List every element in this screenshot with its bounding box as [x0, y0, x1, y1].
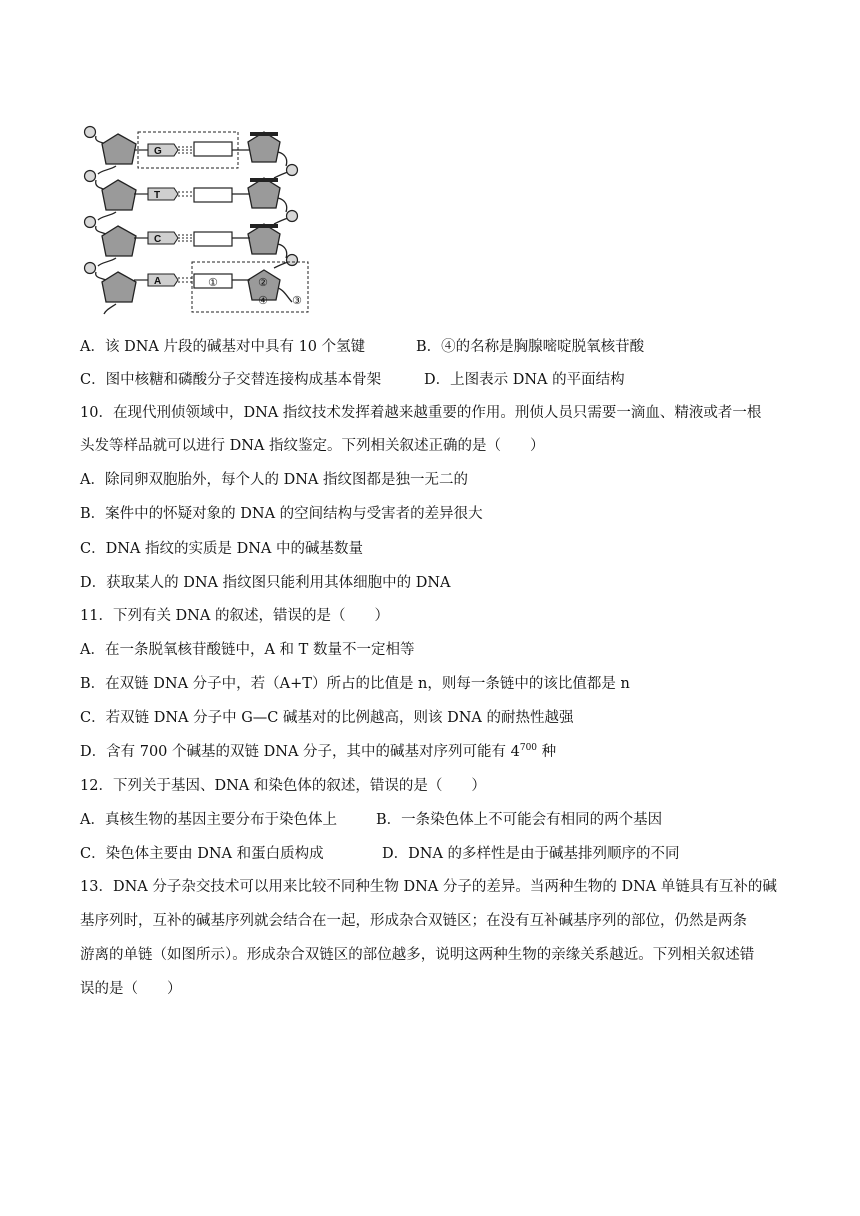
- complementary-base: [194, 232, 232, 246]
- deoxyribose-pentagon: [102, 180, 136, 210]
- q10-option-a: A．除同卵双胞胎外，每个人的 DNA 指纹图都是独一无二的: [80, 472, 468, 488]
- label-2: ②: [258, 276, 268, 289]
- phosphate-circle: [85, 263, 96, 274]
- label-4: ④: [258, 294, 268, 307]
- q12-option-b: B．一条染色体上不可能会有相同的两个基因: [376, 812, 663, 828]
- deoxyribose-pentagon: [102, 134, 136, 164]
- phosphate-circle: [287, 165, 298, 176]
- phosphate-circle: [287, 211, 298, 222]
- q13-stem-line4: 误的是（ ）: [80, 981, 182, 997]
- deoxyribose-pentagon: [102, 226, 136, 256]
- q9-option-b: B．④的名称是胸腺嘧啶脱氧核苷酸: [416, 339, 645, 355]
- deoxyribose-pentagon: [102, 272, 136, 302]
- q12-option-d: D．DNA 的多样性是由于碱基排列顺序的不同: [382, 846, 680, 862]
- q10-stem-line1: 10．在现代刑侦领域中，DNA 指纹技术发挥着越来越重要的作用。刑侦人员只需要一滴血、精液或者一根: [80, 405, 762, 421]
- complementary-base: [194, 142, 232, 156]
- base-letter: T: [154, 190, 161, 201]
- q9-option-a: A．该 DNA 片段的碱基对中具有 10 个氢键: [80, 339, 366, 355]
- q9-option-c: C．图中核糖和磷酸分子交替连接构成基本骨架: [80, 372, 382, 388]
- base-letter: C: [154, 234, 162, 245]
- q10-option-c: C．DNA 指纹的实质是 DNA 中的碱基数量: [80, 541, 363, 557]
- q12-option-a: A．真核生物的基因主要分布于染色体上: [80, 812, 337, 828]
- deoxyribose-pentagon: [248, 224, 280, 254]
- q10-stem-line2: 头发等样品就可以进行 DNA 指纹鉴定。下列相关叙述正确的是（ ）: [80, 438, 545, 454]
- q13-stem-line2: 基序列时，互补的碱基序列就会结合在一起，形成杂合双链区；在没有互补碱基序列的部位，仍然是两条: [80, 913, 747, 929]
- label-3: ③: [292, 294, 302, 307]
- q11-option-a: A．在一条脱氧核苷酸链中，A 和 T 数量不一定相等: [80, 642, 415, 658]
- deoxyribose-pentagon: [248, 178, 280, 208]
- q12-stem: 12．下列关于基因、DNA 和染色体的叙述，错误的是（ ）: [80, 778, 486, 794]
- phosphate-circle: [85, 217, 96, 228]
- base-letter: G: [154, 146, 162, 157]
- dna-structure-figure: [78, 112, 314, 320]
- q11-option-b: B．在双链 DNA 分子中，若（A+T）所占的比值是 n，则每一条链中的该比值都是 n: [80, 676, 630, 692]
- phosphate-circle: [287, 255, 298, 266]
- label-1: ①: [208, 276, 218, 289]
- q11-option-d: D．含有 700 个碱基的双链 DNA 分子，其中的碱基对序列可能有 $4^{700}$ 种: [80, 743, 557, 760]
- q11-option-c: C．若双链 DNA 分子中 G—C 碱基对的比例越高，则该 DNA 的耐热性越强: [80, 710, 574, 726]
- q10-option-d: D．获取某人的 DNA 指纹图只能利用其体细胞中的 DNA: [80, 575, 451, 591]
- base-letter: A: [154, 276, 162, 287]
- phosphate-circle: [85, 171, 96, 182]
- complementary-base: [194, 188, 232, 202]
- deoxyribose-pentagon: [248, 132, 280, 162]
- q11-stem: 11．下列有关 DNA 的叙述，错误的是（ ）: [80, 608, 389, 624]
- phosphate-circle: [85, 127, 96, 138]
- q13-stem-line1: 13．DNA 分子杂交技术可以用来比较不同种生物 DNA 分子的差异。当两种生物的 DNA 单链具有互补的碱: [80, 879, 777, 895]
- q12-option-c: C．染色体主要由 DNA 和蛋白质构成: [80, 846, 324, 862]
- q13-stem-line3: 游离的单链（如图所示）。形成杂合双链区的部位越多，说明这两种生物的亲缘关系越近。下列相关叙述错: [80, 947, 755, 963]
- q9-option-d: D．上图表示 DNA 的平面结构: [424, 372, 625, 388]
- q10-option-b: B．案件中的怀疑对象的 DNA 的空间结构与受害者的差异很大: [80, 506, 483, 522]
